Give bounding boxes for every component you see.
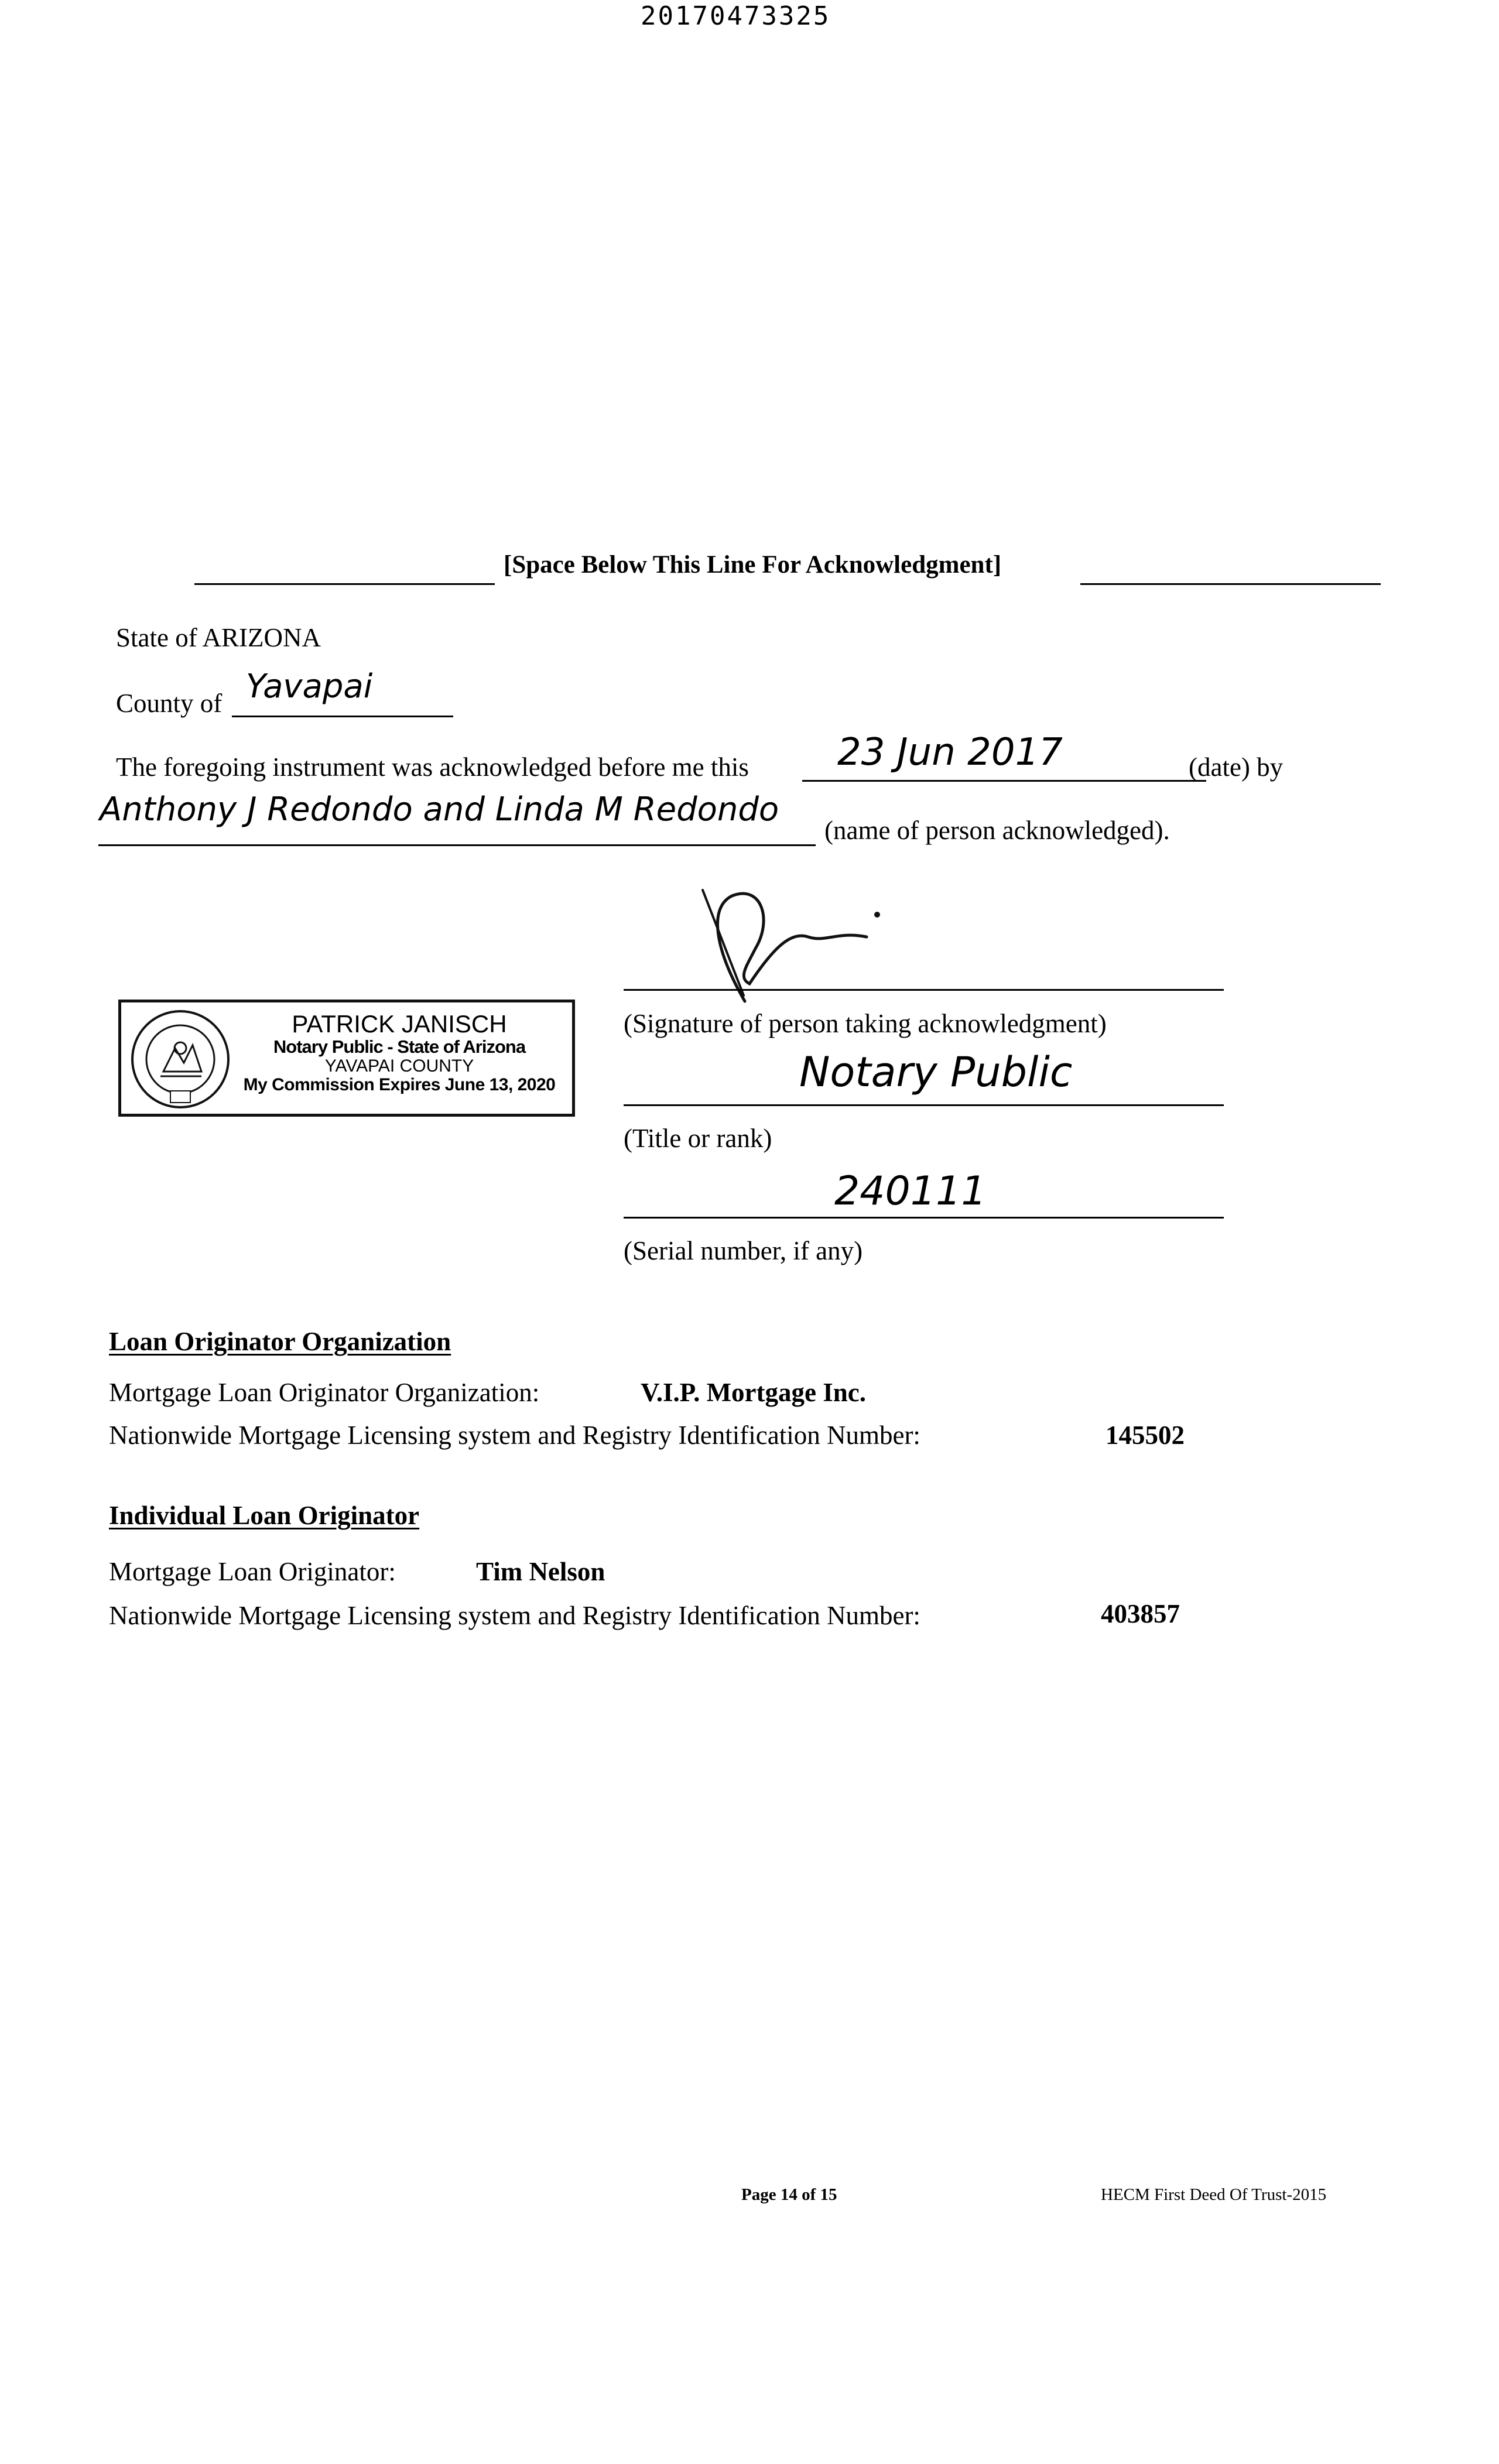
originator-nmls-value: 403857	[1101, 1599, 1180, 1628]
individual-loan-originator-heading: Individual Loan Originator	[109, 1501, 420, 1530]
org-nmls-label: Nationwide Mortgage Licensing system and Registry Identification Number:	[109, 1421, 920, 1450]
org-nmls-value: 145502	[1106, 1421, 1185, 1450]
notary-stamp	[118, 1000, 575, 1117]
serial-value-handwritten: 240111	[834, 1168, 987, 1214]
recording-number: 20170473325	[641, 1, 831, 31]
stamp-line1: Notary Public - State of Arizona	[273, 1036, 526, 1058]
loan-originator-organization-heading: Loan Originator Organization	[109, 1327, 451, 1356]
county-label: County of	[116, 689, 223, 718]
stamp-line2: YAVAPAI COUNTY	[324, 1056, 474, 1076]
originator-nmls-label: Nationwide Mortgage Licensing system and Registry Identification Number:	[109, 1601, 920, 1630]
signature-underline	[624, 989, 1224, 991]
date-value-handwritten: 23 Jun 2017	[837, 731, 1063, 774]
stamp-notary-name: PATRICK JANISCH	[292, 1010, 507, 1038]
persons-underline	[98, 844, 816, 846]
divider-left-line	[194, 583, 495, 585]
signature-label: (Signature of person taking acknowledgment)	[624, 1009, 1107, 1038]
persons-value-handwritten: Anthony J Redondo and Linda M Redondo	[100, 790, 779, 829]
notary-signature-icon	[691, 878, 913, 1013]
arizona-seal-icon	[128, 1007, 232, 1111]
serial-label: (Serial number, if any)	[624, 1236, 863, 1265]
title-label: (Title or rank)	[624, 1124, 772, 1153]
org-value: V.I.P. Mortgage Inc.	[641, 1378, 866, 1407]
page-number: Page 14 of 15	[741, 2185, 837, 2204]
originator-label: Mortgage Loan Originator:	[109, 1557, 396, 1586]
title-underline	[624, 1104, 1224, 1106]
form-name: HECM First Deed Of Trust-2015	[1101, 2185, 1327, 2204]
county-value-handwritten: Yavapai	[246, 668, 373, 706]
org-label: Mortgage Loan Originator Organization:	[109, 1378, 540, 1407]
stamp-text-block	[227, 1011, 572, 1095]
stamp-line3: My Commission Expires June 13, 2020	[243, 1075, 556, 1095]
divider-right-line	[1080, 583, 1381, 585]
foregoing-text: The foregoing instrument was acknowledged before me this	[116, 752, 749, 782]
acknowledgment-divider-label: [Space Below This Line For Acknowledgment]	[504, 551, 1002, 579]
title-value-handwritten: Notary Public	[799, 1048, 1073, 1096]
serial-underline	[624, 1217, 1224, 1219]
state-line: State of ARIZONA	[116, 623, 321, 652]
originator-value: Tim Nelson	[476, 1557, 605, 1586]
persons-suffix: (name of person acknowledged).	[824, 816, 1170, 845]
county-underline	[232, 716, 453, 717]
date-suffix: (date) by	[1189, 752, 1284, 782]
date-underline	[802, 780, 1206, 782]
